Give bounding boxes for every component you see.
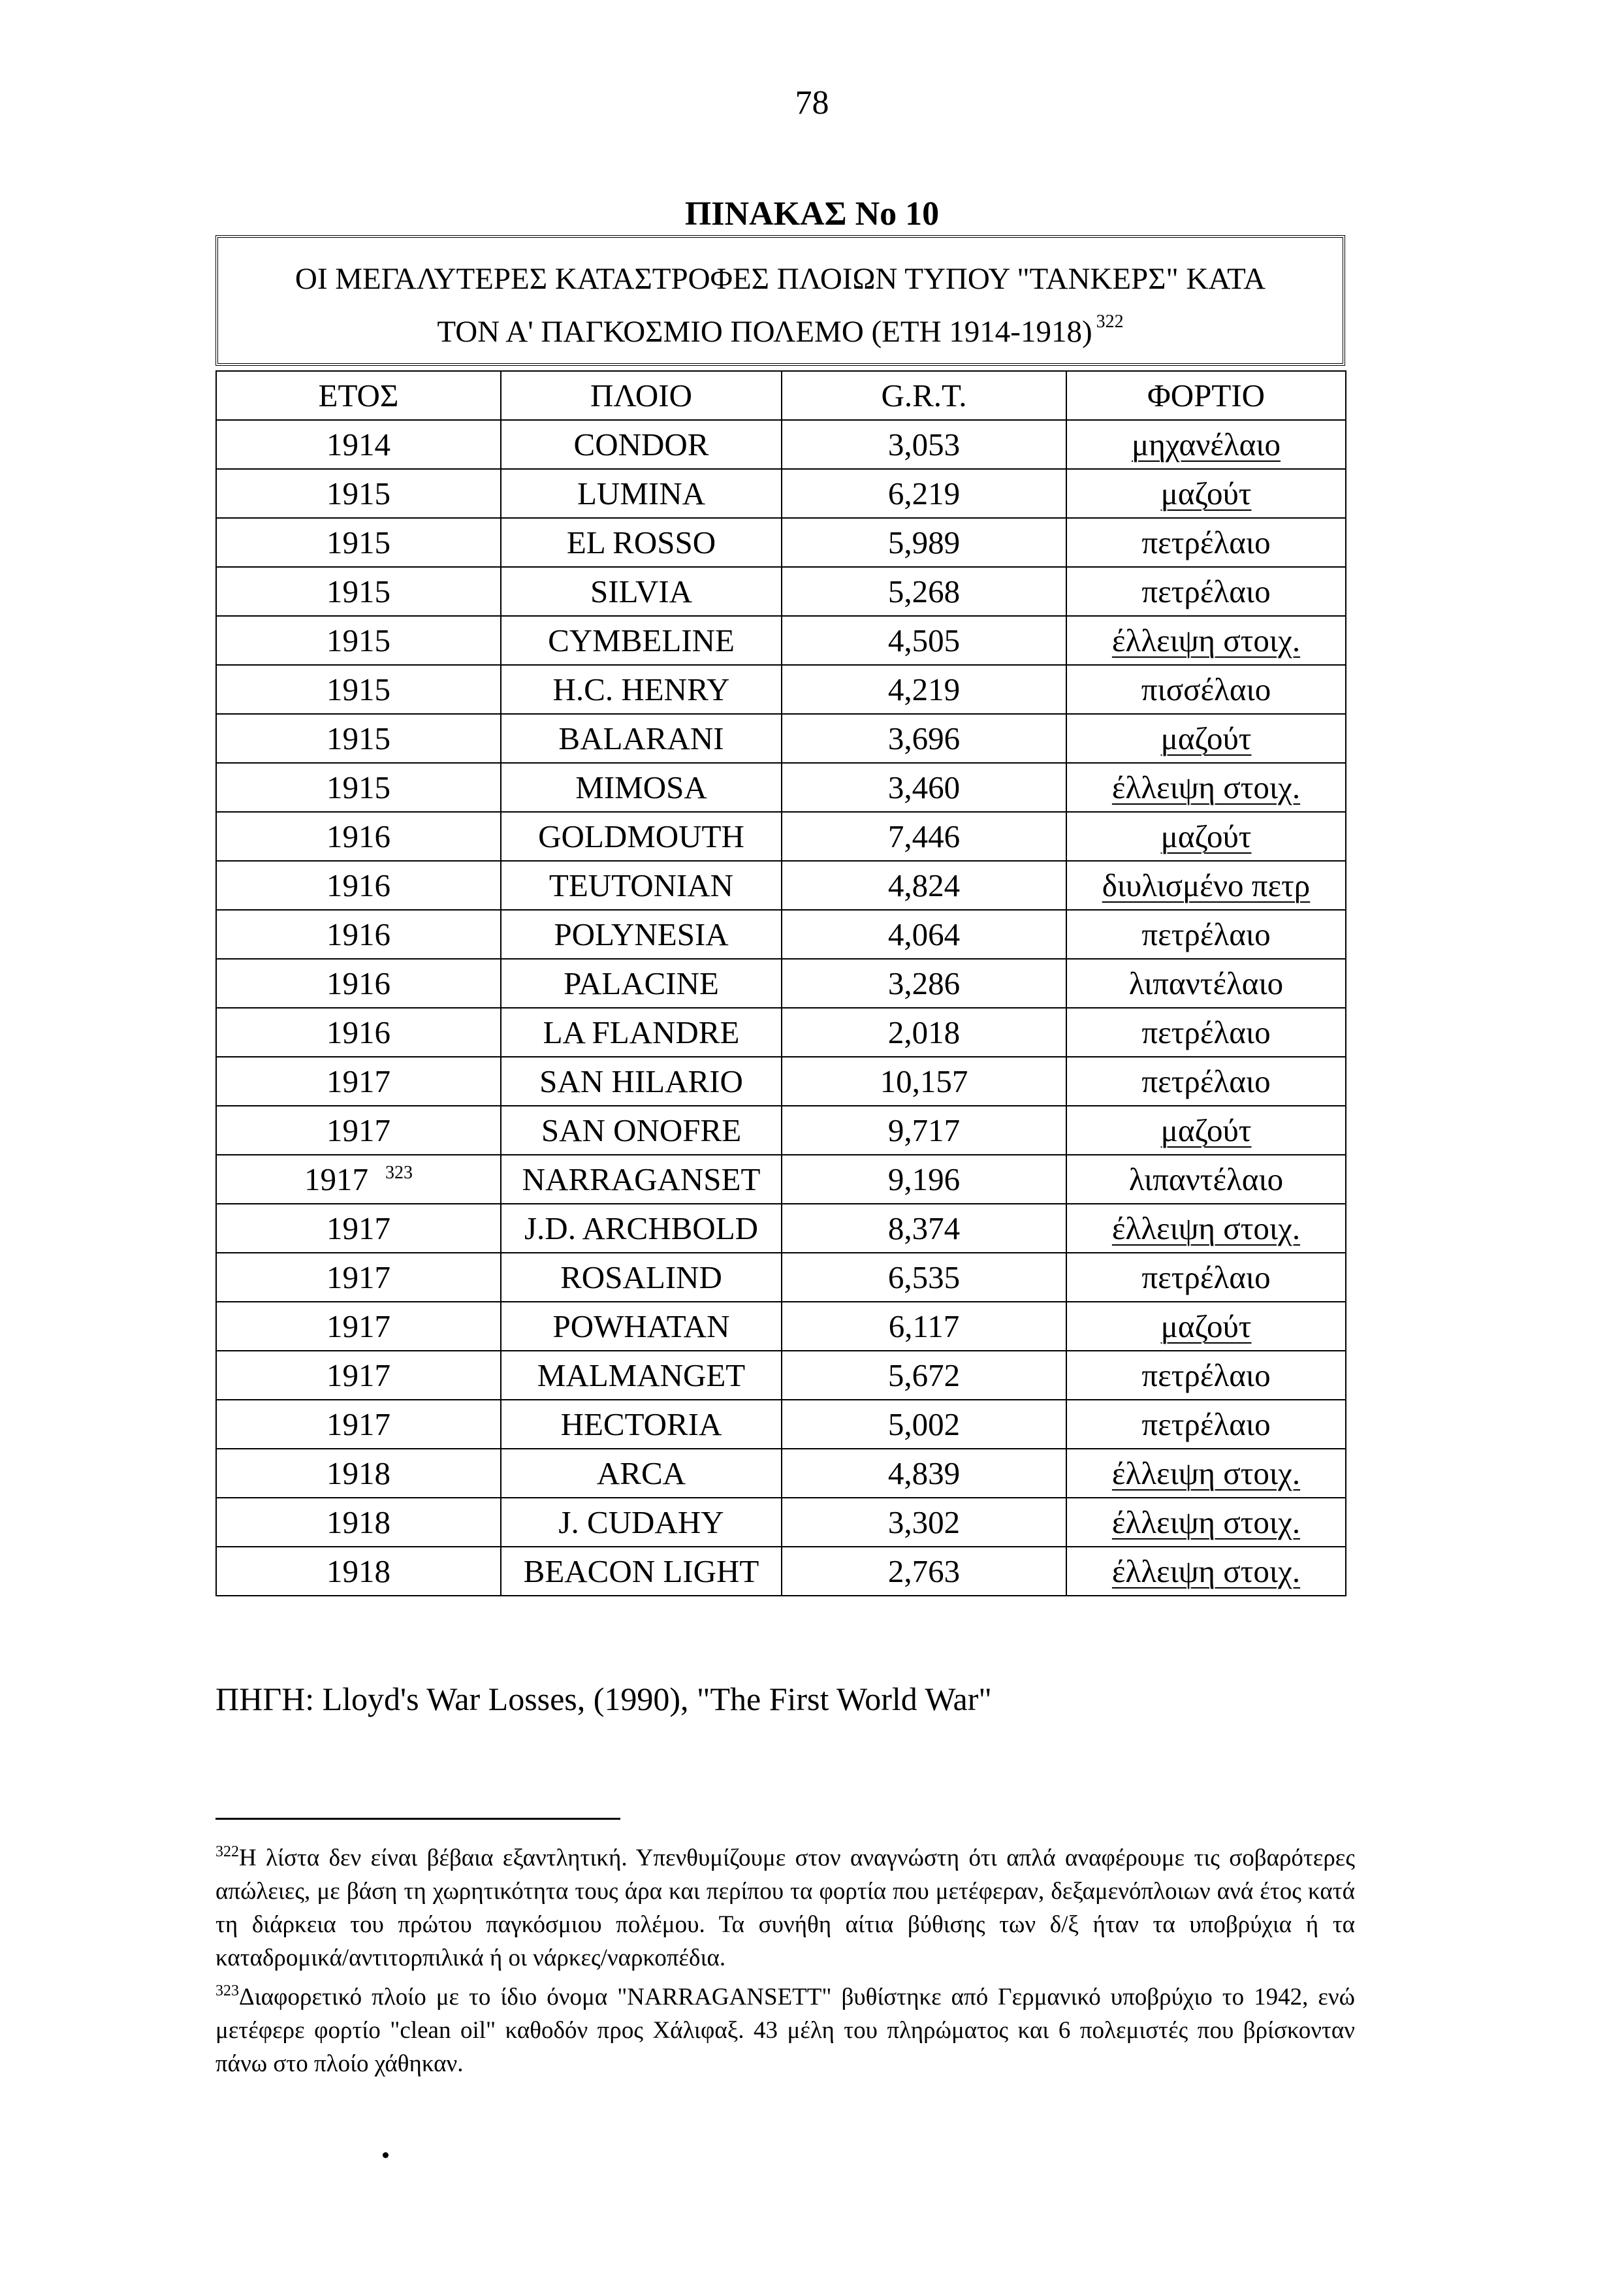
table-row xyxy=(216,469,1346,518)
cargo-text: πετρέλαιο xyxy=(1141,525,1271,560)
cell-cargo xyxy=(1066,616,1346,665)
cargo-text: πετρέλαιο xyxy=(1141,1406,1271,1442)
cell-ship: ROSALIND xyxy=(501,1253,782,1302)
cargo-text: διυλισμένο πετρ xyxy=(1102,867,1311,903)
page-number: 78 xyxy=(795,84,829,121)
year-text: 1915 xyxy=(326,573,390,609)
cell-ship: NARRAGANSET xyxy=(501,1155,782,1204)
footnote-number: 323 xyxy=(215,1982,239,1999)
cell-year xyxy=(216,812,501,861)
cell-cargo xyxy=(1066,1400,1346,1449)
cell-grt: 3,302 xyxy=(782,1498,1066,1547)
tanker-losses-table xyxy=(215,370,1346,1596)
footnote-divider xyxy=(215,1818,620,1820)
header-grt: G.R.T. xyxy=(782,371,1066,420)
cell-cargo xyxy=(1066,1302,1346,1351)
header-year: ΕΤΟΣ xyxy=(216,371,501,420)
table-row xyxy=(216,1400,1346,1449)
cell-grt: 5,268 xyxy=(782,567,1066,616)
table-header-row xyxy=(216,371,1346,420)
table-row xyxy=(216,1057,1346,1106)
cell-cargo xyxy=(1066,1155,1346,1204)
footnote-number: 322 xyxy=(215,1843,239,1860)
cell-grt: 5,002 xyxy=(782,1400,1066,1449)
cell-year xyxy=(216,861,501,910)
cargo-text: μηχανέλαιο xyxy=(1131,427,1281,462)
year-text: 1915 xyxy=(326,671,390,707)
cell-grt: 7,446 xyxy=(782,812,1066,861)
footnote-323 xyxy=(215,1975,1355,2080)
year-text: 1915 xyxy=(326,720,390,756)
cell-ship: SAN HILARIO xyxy=(501,1057,782,1106)
cell-grt: 6,117 xyxy=(782,1302,1066,1351)
cell-year xyxy=(216,763,501,812)
cell-grt: 8,374 xyxy=(782,1204,1066,1253)
year-text: 1917 xyxy=(326,1259,390,1295)
caption-line-2 xyxy=(218,300,1343,353)
cell-cargo xyxy=(1066,1008,1346,1057)
cell-cargo xyxy=(1066,469,1346,518)
year-text: 1916 xyxy=(326,916,390,952)
cell-year xyxy=(216,1155,501,1204)
footnote-text: Διαφορετικό πλοίο με το ίδιο όνομα "NARRAGANSETT" βυθίστηκε από Γερμανικό υποβρύχιο το 1942, ενώ μετέφερε φορτίο "clean oil" καθοδόν προς Χάλιφαξ. 43 μέλη του πληρώματος και 6 πολεμιστές που βρίσκονταν πάνω στο πλοίο χάθηκαν. xyxy=(215,1984,1355,2077)
footnote-322 xyxy=(215,1835,1355,1975)
cell-ship: MALMANGET xyxy=(501,1351,782,1400)
year-text: 1917 xyxy=(326,1210,390,1246)
cell-ship: HECTORIA xyxy=(501,1400,782,1449)
cell-year xyxy=(216,1547,501,1596)
year-text: 1914 xyxy=(326,427,390,462)
cell-year xyxy=(216,1498,501,1547)
cell-grt: 3,696 xyxy=(782,714,1066,763)
cell-grt: 3,053 xyxy=(782,420,1066,469)
cargo-text: λιπαντέλαιο xyxy=(1128,1161,1284,1197)
cell-ship: BEACON LIGHT xyxy=(501,1547,782,1596)
table-body xyxy=(216,420,1346,1596)
caption-line-2-text: ΤΟΝ Α' ΠΑΓΚΟΣΜΙΟ ΠΟΛΕΜΟ (ΕΤΗ 1914-1918) xyxy=(437,315,1092,349)
cell-year xyxy=(216,1351,501,1400)
cargo-text: πετρέλαιο xyxy=(1141,1357,1271,1393)
table-row xyxy=(216,1547,1346,1596)
cell-ship: CYMBELINE xyxy=(501,616,782,665)
cell-cargo xyxy=(1066,1106,1346,1155)
cell-ship: H.C. HENRY xyxy=(501,665,782,714)
year-text: 1918 xyxy=(326,1455,390,1491)
year-text: 1917 xyxy=(326,1308,390,1344)
cell-cargo xyxy=(1066,1498,1346,1547)
cell-cargo xyxy=(1066,420,1346,469)
cell-grt: 5,989 xyxy=(782,518,1066,567)
table-row xyxy=(216,714,1346,763)
cell-ship: SAN ONOFRE xyxy=(501,1106,782,1155)
table-row xyxy=(216,1351,1346,1400)
cargo-text: μαζούτ xyxy=(1160,1308,1252,1344)
cargo-text: έλλειψη στοιχ. xyxy=(1111,1553,1301,1589)
cell-year xyxy=(216,567,501,616)
table-row xyxy=(216,812,1346,861)
cell-year xyxy=(216,959,501,1008)
table-row xyxy=(216,1106,1346,1155)
source-note: ΠΗΓΗ: Lloyd's War Losses, (1990), "The First World War" xyxy=(215,1681,992,1717)
cell-grt: 4,824 xyxy=(782,861,1066,910)
cell-grt: 5,672 xyxy=(782,1351,1066,1400)
cell-cargo xyxy=(1066,1547,1346,1596)
cell-year xyxy=(216,1204,501,1253)
year-text: 1918 xyxy=(326,1553,390,1589)
cell-year xyxy=(216,1253,501,1302)
year-text: 1917 xyxy=(326,1112,390,1148)
cell-ship: SILVIA xyxy=(501,567,782,616)
table-row xyxy=(216,665,1346,714)
cell-year xyxy=(216,910,501,959)
cell-cargo xyxy=(1066,665,1346,714)
table-caption xyxy=(215,235,1345,366)
year-text: 1917 xyxy=(326,1063,390,1099)
cell-year xyxy=(216,1400,501,1449)
cell-grt: 4,219 xyxy=(782,665,1066,714)
table-row xyxy=(216,518,1346,567)
cargo-text: πισσέλαιο xyxy=(1141,671,1271,707)
year-text: 1916 xyxy=(326,1014,390,1050)
cargo-text: λιπαντέλαιο xyxy=(1128,965,1284,1001)
table-row xyxy=(216,1302,1346,1351)
table-row xyxy=(216,1008,1346,1057)
year-text: 1915 xyxy=(326,622,390,658)
table-row xyxy=(216,1498,1346,1547)
year-text: 1917 xyxy=(326,1406,390,1442)
cell-ship: TEUTONIAN xyxy=(501,861,782,910)
year-text: 1915 xyxy=(326,525,390,560)
cell-ship: LUMINA xyxy=(501,469,782,518)
cell-year xyxy=(216,1057,501,1106)
header-cargo: ΦΟΡΤΙΟ xyxy=(1066,371,1346,420)
cell-cargo xyxy=(1066,763,1346,812)
cargo-text: πετρέλαιο xyxy=(1141,916,1271,952)
year-text: 1917 xyxy=(326,1357,390,1393)
year-text: 1915 xyxy=(326,476,390,511)
year-text: 1918 xyxy=(326,1504,390,1540)
cell-cargo xyxy=(1066,1449,1346,1498)
table-row xyxy=(216,567,1346,616)
cargo-text: πετρέλαιο xyxy=(1141,1259,1271,1295)
table-row xyxy=(216,420,1346,469)
cell-ship: GOLDMOUTH xyxy=(501,812,782,861)
cargo-text: μαζούτ xyxy=(1160,476,1252,511)
cargo-text: μαζούτ xyxy=(1160,1112,1252,1148)
cell-grt: 9,196 xyxy=(782,1155,1066,1204)
cell-cargo xyxy=(1066,1351,1346,1400)
year-text: 1917 xyxy=(304,1161,368,1197)
table-row xyxy=(216,1449,1346,1498)
cell-ship: J. CUDAHY xyxy=(501,1498,782,1547)
cargo-text: έλλειψη στοιχ. xyxy=(1111,769,1301,805)
cell-grt: 6,219 xyxy=(782,469,1066,518)
cell-grt: 2,763 xyxy=(782,1547,1066,1596)
caption-line-1: ΟΙ ΜΕΓΑΛΥΤΕΡΕΣ ΚΑΤΑΣΤΡΟΦΕΣ ΠΛΟΙΩΝ ΤΥΠΟΥ "ΤΑΝΚΕΡΣ" ΚΑΤΑ xyxy=(295,262,1266,296)
cell-year xyxy=(216,714,501,763)
cell-grt: 4,839 xyxy=(782,1449,1066,1498)
footnotes xyxy=(215,1835,1355,2080)
cell-cargo xyxy=(1066,1253,1346,1302)
cell-year xyxy=(216,1302,501,1351)
caption-footnote-ref: 322 xyxy=(1096,312,1124,332)
cell-cargo xyxy=(1066,567,1346,616)
cell-cargo xyxy=(1066,1204,1346,1253)
table-row xyxy=(216,959,1346,1008)
cell-ship: CONDOR xyxy=(501,420,782,469)
cargo-text: πετρέλαιο xyxy=(1141,1063,1271,1099)
year-text: 1915 xyxy=(326,769,390,805)
cell-cargo xyxy=(1066,1057,1346,1106)
cell-ship: LA FLANDRE xyxy=(501,1008,782,1057)
cell-ship: J.D. ARCHBOLD xyxy=(501,1204,782,1253)
year-text: 1916 xyxy=(326,867,390,903)
cell-cargo xyxy=(1066,959,1346,1008)
cell-cargo xyxy=(1066,910,1346,959)
stray-mark xyxy=(383,2152,389,2158)
cargo-text: έλλειψη στοιχ. xyxy=(1111,622,1301,658)
table-row xyxy=(216,616,1346,665)
cell-ship: MIMOSA xyxy=(501,763,782,812)
cell-cargo xyxy=(1066,518,1346,567)
cell-ship: ARCA xyxy=(501,1449,782,1498)
cargo-text: μαζούτ xyxy=(1160,720,1252,756)
cell-ship: EL ROSSO xyxy=(501,518,782,567)
table-title: ΠΙΝΑΚΑΣ Νο 10 xyxy=(684,195,940,233)
table-row xyxy=(216,910,1346,959)
cell-year xyxy=(216,1008,501,1057)
cargo-text: πετρέλαιο xyxy=(1141,1014,1271,1050)
cargo-text: μαζούτ xyxy=(1160,818,1252,854)
cell-grt: 9,717 xyxy=(782,1106,1066,1155)
cell-grt: 4,064 xyxy=(782,910,1066,959)
table-row xyxy=(216,1155,1346,1204)
cell-grt: 4,505 xyxy=(782,616,1066,665)
cell-grt: 6,535 xyxy=(782,1253,1066,1302)
year-text: 1916 xyxy=(326,965,390,1001)
cell-year xyxy=(216,616,501,665)
table-row xyxy=(216,1253,1346,1302)
cell-grt: 3,286 xyxy=(782,959,1066,1008)
cell-cargo xyxy=(1066,714,1346,763)
cell-grt: 10,157 xyxy=(782,1057,1066,1106)
table-row xyxy=(216,861,1346,910)
cargo-text: έλλειψη στοιχ. xyxy=(1111,1504,1301,1540)
cell-year xyxy=(216,665,501,714)
cell-grt: 2,018 xyxy=(782,1008,1066,1057)
table-row xyxy=(216,763,1346,812)
cell-cargo xyxy=(1066,812,1346,861)
cell-ship: POLYNESIA xyxy=(501,910,782,959)
cell-ship: PALACINE xyxy=(501,959,782,1008)
cell-year xyxy=(216,1449,501,1498)
cell-year xyxy=(216,1106,501,1155)
cell-grt: 3,460 xyxy=(782,763,1066,812)
year-footnote-ref: 323 xyxy=(385,1163,413,1183)
year-text: 1916 xyxy=(326,818,390,854)
header-ship: ΠΛΟΙΟ xyxy=(501,371,782,420)
cargo-text: πετρέλαιο xyxy=(1141,573,1271,609)
cargo-text: έλλειψη στοιχ. xyxy=(1111,1455,1301,1491)
cell-year xyxy=(216,420,501,469)
cell-year xyxy=(216,518,501,567)
cell-ship: POWHATAN xyxy=(501,1302,782,1351)
cell-ship: BALARANI xyxy=(501,714,782,763)
table-row xyxy=(216,1204,1346,1253)
cell-year xyxy=(216,469,501,518)
footnote-text: Η λίστα δεν είναι βέβαια εξαντλητική. Υπενθυμίζουμε στον αναγνώστη ότι απλά αναφέρουμε τις σοβαρότερες απώλειες, με βάση τη χωρητικότητα τους άρα και περίπου τα φορτία που μετέφεραν, δεξαμενόπλοιων ανά έτος κατά τη διάρκεια του πρώτου παγκόσμιου πολέμου. Τα συνήθη αίτια βύθισης των δ/ξ ήταν τα υποβρύχια ή τα καταδρομικά/αντιτορπιλικά ή οι νάρκες/ναρκοπέδια. xyxy=(215,1845,1355,1971)
cell-cargo xyxy=(1066,861,1346,910)
cargo-text: έλλειψη στοιχ. xyxy=(1111,1210,1301,1246)
